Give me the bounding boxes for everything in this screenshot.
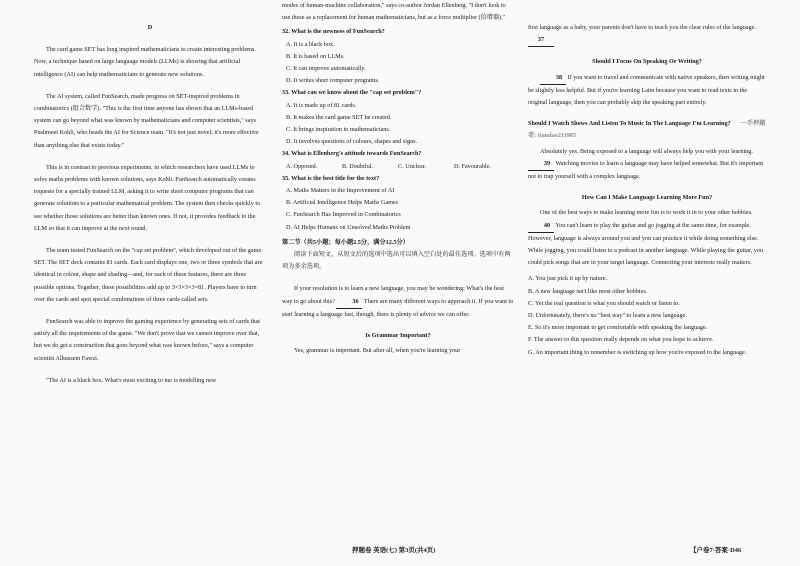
blank-37: 37	[528, 34, 554, 47]
blank-39: 39	[528, 158, 554, 171]
subheading: How Can I Make Language Learning More Fun?	[581, 194, 713, 202]
column-left	[34, 22, 266, 387]
question-option: C. FunSearch Has Improved in Combinatorics	[286, 211, 401, 219]
column-right	[528, 22, 766, 359]
cloze-option: B. A new language isn't like most other hobbies.	[528, 287, 648, 295]
cloze-options-list	[528, 273, 766, 358]
watermark: 一手押题者: tiandao211985	[528, 120, 766, 140]
cloze-paragraph: If your resolution is to learn a new language, you may be wondering: What's the best way to go about this? 36 There are many different ways to approach it. If you want to start learning a language fast, though, there is plenty of advice we can offer.	[282, 285, 514, 318]
subheading: Should I Focus On Speaking Or Writing?	[592, 58, 702, 66]
question-option: A. Maths Matters in the Improvement of AI	[286, 187, 395, 195]
question-option: A. Opposed.	[286, 162, 318, 170]
cloze-option: E. So it's more important to get comfortable with speaking the language.	[528, 324, 708, 332]
question-options-row	[282, 161, 514, 173]
question-stem: 34. What is Ellenberg's attitude towards FunSearch?	[282, 150, 422, 158]
question-stem: 32. What is the newness of FunSearch?	[282, 28, 385, 36]
question-option: B. It is based on LLMs.	[286, 52, 345, 60]
blank-36: 36	[336, 296, 362, 309]
blank-40: 40	[528, 220, 554, 233]
cloze-option: A. You just pick it up by nature.	[528, 275, 608, 283]
question-stem: 33. What can we know about the "cap set problem"?	[282, 89, 422, 97]
question-option: C. Unclear.	[398, 162, 427, 170]
cloze-paragraph: Yes, grammar is important. But after all, when you're learning your	[294, 347, 461, 355]
section-letter: D	[147, 24, 153, 31]
question-stem: 35. What is the best title for the text?	[282, 174, 380, 182]
passage-paragraph: FunSearch was able to improve the gaming experience by generating sets of cards that satisfy all the requirements of the game. "We don't prove that we cannot improve over that, but we do get a construction that goes beyond what was known before," says a computer scientist Alhussein Fawzi.	[34, 318, 260, 362]
question-option: D. Favourable.	[454, 162, 491, 170]
passage-paragraph: This is in contrast to previous experiments, in which researchers have used LLMs to solve maths problems with known solutions, says Kohli. FunSearch automatically creates requests for a specially trained LLM, asking it to write short computer programs that can generate solutions to a particular mathematical problem. The system then checks quickly to see whether those solutions are better than known ones. If not, it provides feedback to the LLM so that it can improve at the next round.	[34, 163, 261, 232]
question-option: D. It writes short computer programs.	[286, 77, 380, 85]
question-option: B. It makes the card game SET be created.	[286, 113, 392, 121]
passage-paragraph: The card game SET has long inspired mathematicians to create interesting problems. Now, a technique based on large language models (LLMs) is showing that artificial intelligence (AI) can help mathematicians to generate new solutions.	[34, 46, 256, 78]
cloze-option: C. Yet the real question is what you should watch or listen to.	[528, 299, 680, 307]
cloze-paragraph: first language as a baby, your parents don't have to teach you the clear rules of the language. 37	[528, 22, 766, 47]
cloze-paragraph: Absolutely yes. Being exposed to a language will always help you with your learning. 39 Watching movies to learn a language may have helped somewhat. But it's important not to trap yourself with a complex language.	[528, 147, 764, 181]
question-option: A. It is a black box.	[286, 40, 335, 48]
column-middle	[282, 0, 514, 357]
answer-code: 【户卷7·答案·D46	[690, 547, 742, 554]
question-option: B. Artificial Intelligence Helps Maths Games	[286, 199, 399, 207]
cloze-option: G. An important thing to remember is switching up how you're exposed to the language.	[528, 348, 747, 356]
subheading: Should I Watch Shows And Listen To Music In The Language I'm Learning? 一手押题者: tiandao211985	[528, 120, 766, 140]
question-option: B. Doubtful.	[342, 162, 374, 170]
section-title: 第二节（共5小题；每小题2.5分，满分12.5分）	[282, 238, 409, 246]
passage-paragraph: The team tested FunSearch on the "cap set problem", which developed out of the game SET. The SET deck contains 81 cards. Each card displays one, two or three symbols that are identical in colour, shape and shading—and, for each of these features, there are three possible options. Together, these possibilities add up to 3×3×3×3=81. Players have to turn over the cards and spot special combinations of three cards called sets.	[34, 247, 263, 303]
cloze-paragraph: One of the best ways to make learning more fun is to work it in to your other hobbies. 40 You can't learn to play the guitar and go jogging at the same time, for example. However, language is always around you and you can practice it while doing something else. While jogging, you could listen to a podcast in another language. While playing the guitar, you could pick songs that are in your target language. Connecting your interests really matters.	[528, 209, 764, 267]
question-option: D. It involves questions of colours, shapes and signs.	[286, 138, 418, 146]
question-option: C. It brings inspiration to mathematicians.	[286, 126, 391, 134]
question-option: A. It is made up of 81 cards.	[286, 101, 357, 109]
passage-paragraph: "The AI is a black box. What's most exciting to me is modelling new	[46, 376, 217, 384]
passage-paragraph: modes of human-machine collaboration," says co-author Jordan Ellenberg. "I don't look to use these as a replacement for human mathematicians, but as a force multiplier (倍增器)."	[282, 2, 506, 22]
cloze-option: F. The answer to this question really depends on what you hope to achieve.	[528, 336, 714, 344]
blank-38: 38	[540, 72, 566, 85]
cloze-paragraph: 38 If you want to travel and communicate with native speakers, then writing might be slightly less helpful. But if you're learning Latin because you want to read texts in the original language, then you can probably skip the speaking part entirely.	[528, 73, 765, 107]
question-option: C. It can improve automatically.	[286, 65, 366, 73]
passage-paragraph: The AI system, called FunSearch, made progress on SET-inspired problems in combinatorics (组合数学). "This is the first time anyone has shown that an LLMs-based system can go beyond what was known by mathematicians and computer scientists," says Pushmeet Kohli, who heads the AI for Science team. "It's not just novel; it's more effective than anything else that exists today."	[34, 92, 259, 149]
subheading: Is Grammar Important?	[365, 332, 431, 340]
question-option: D. AI Helps Humans on Unsolved Maths Problem	[286, 223, 411, 231]
cloze-option: D. Unfortunately, there's no "best way" to learn a new language.	[528, 312, 687, 320]
page-footer: 押题卷 英语(七) 第3页(共4页)	[352, 547, 436, 554]
section-instruction: 阅读下面短文，从短文后的选项中选出可以填入空白处的最佳选项。选项中有两项为多余选项。	[282, 251, 511, 271]
